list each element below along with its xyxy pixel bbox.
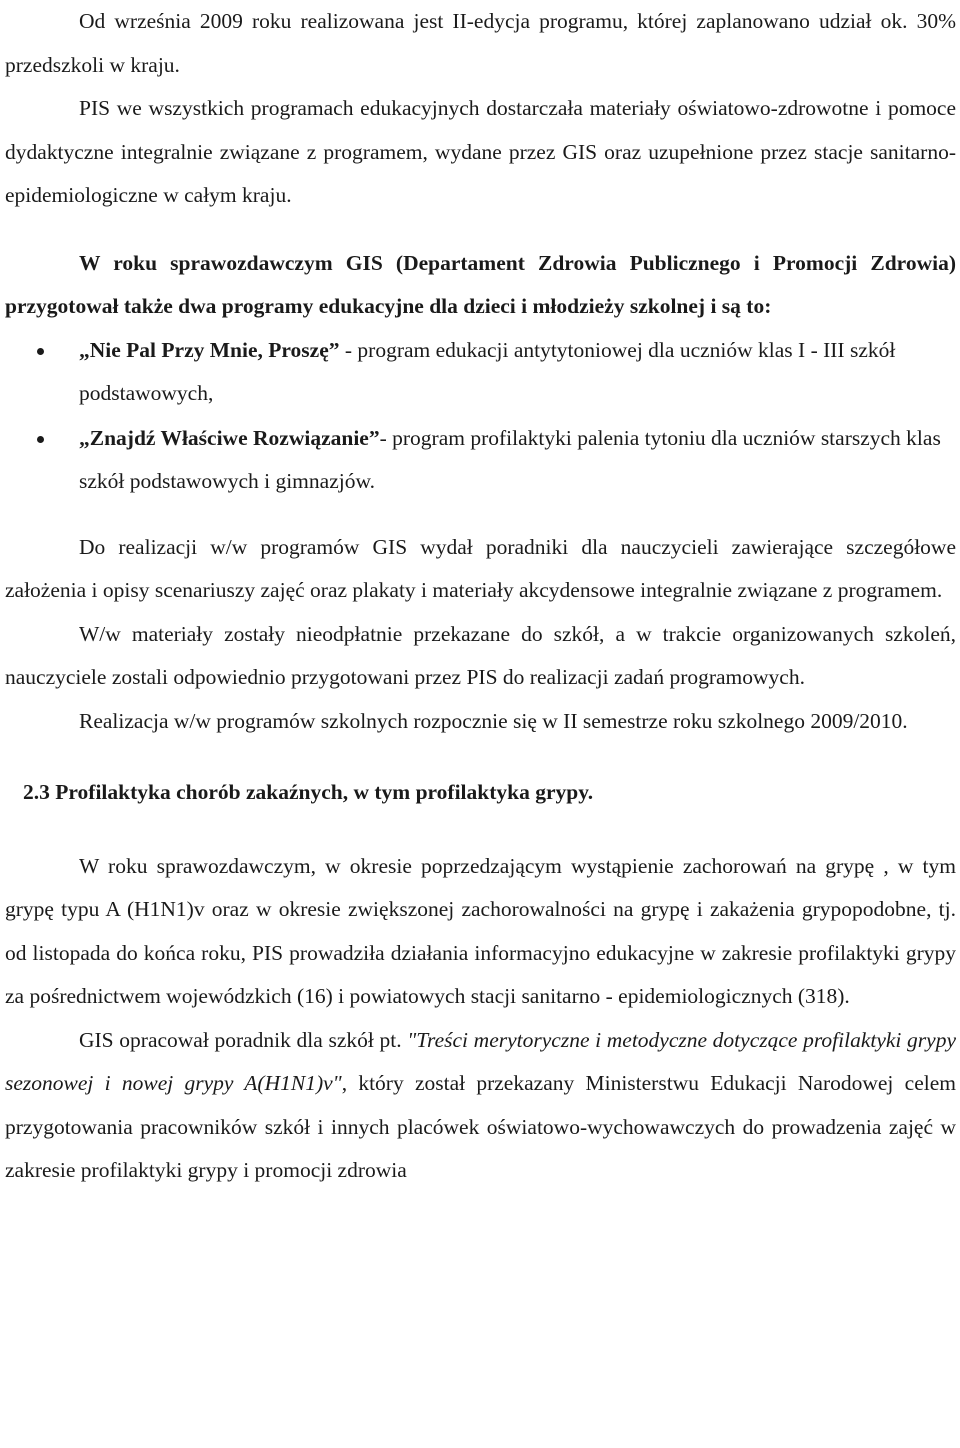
paragraph-realization-date: Realizacja w/w programów szkolnych rozpocznie się w II semestrze roku szkolnego 2009/2010. bbox=[79, 708, 908, 733]
paragraph-flu-actions: W roku sprawozdawczym, w okresie poprzedzającym wystąpienie zachorowań na grypę , w tym grypę typu A (H1N1)v oraz w okresie zwiększonej zachorowalności na grypę i zakażenia grypopodobne, tj. od listopada do końca roku, PIS prowadziła działania informacyjno edukacyjne w zakresie profilaktyki grypy za pośrednictwem wojewódzkich (16) i powiatowych stacji sanitarno - epidemiologicznych (318). bbox=[5, 853, 956, 1008]
spacer bbox=[5, 504, 956, 526]
list-item-nie-pal bbox=[5, 329, 956, 416]
program-description: - program edukacji antytytoniowej dla uczniów klas I - III szkół podstawowych, bbox=[79, 337, 896, 405]
spacer bbox=[5, 743, 956, 771]
guide-intro: GIS opracował poradnik dla szkół pt. bbox=[79, 1027, 408, 1052]
program-description: - program profilaktyki palenia tytoniu dla uczniów starszych klas szkół podstawowych i gimnazjów. bbox=[79, 425, 941, 493]
list-item-znajdz bbox=[5, 417, 956, 504]
program-title: „Znajdź Właściwe Rozwiązanie” bbox=[79, 425, 380, 450]
program-title: „Nie Pal Przy Mnie, Proszę” bbox=[79, 337, 340, 362]
guide-outro: , który został przekazany Ministerstwu Edukacji Narodowej celem przygotowania pracowników szkół i innych placówek oświatowo-wychowawczych do prowadzenia zajęć w zakresie profilaktyki grypy i promocji zdrowia bbox=[5, 1071, 956, 1182]
spacer bbox=[5, 815, 956, 845]
paragraph-gis-guide bbox=[5, 1019, 956, 1193]
paragraph-materials-delivered: W/w materiały zostały nieodpłatnie przekazane do szkół, a w trakcie organizowanych szkoleń, nauczyciele zostali odpowiednio przygotowani przez PIS do realizacji zadań programowych. bbox=[5, 621, 956, 689]
section-heading: 2.3 Profilaktyka chorób zakaźnych, w tym profilaktyka grypy. bbox=[23, 780, 594, 804]
paragraph-guides: Do realizacji w/w programów GIS wydał poradniki dla nauczycieli zawierające szczegółowe założenia i opisy scenariuszy zajęć oraz plakaty i materiały akcydensowe integralnie związane z programem. bbox=[5, 534, 956, 602]
paragraph-pis-materials: PIS we wszystkich programach edukacyjnych dostarczała materiały oświatowo-zdrowotne i pomoce dydaktyczne integralnie związane z programem, wydane przez GIS oraz uzupełnione przez stacje sanitarno-epidemiologiczne w całym kraju. bbox=[5, 96, 956, 207]
spacer bbox=[5, 218, 956, 242]
paragraph-edition-2009: Od września 2009 roku realizowana jest II-edycja programu, której zaplanowano udział ok. 30% przedszkoli w kraju. bbox=[5, 9, 956, 77]
paragraph-gis-programs: W roku sprawozdawczym GIS (Departament Zdrowia Publicznego i Promocji Zdrowia) przygotował także dwa programy edukacyjne dla dzieci i młodzieży szkolnej i są to: bbox=[5, 250, 956, 318]
document-page bbox=[5, 0, 956, 1193]
program-list bbox=[5, 329, 956, 504]
guide-title: "Treści merytoryczne i metodyczne dotyczące profilaktyki grypy sezonowej i nowej grypy A(H1N1)v" bbox=[5, 1027, 956, 1095]
